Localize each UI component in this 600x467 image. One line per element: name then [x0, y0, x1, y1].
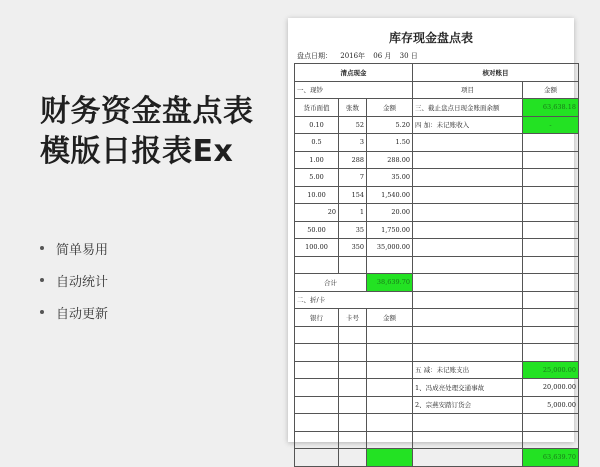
count-date — [297, 51, 574, 61]
amount-cell: 288.00 — [367, 151, 413, 169]
table-cell — [367, 361, 413, 379]
date-month: 06 月 — [373, 52, 392, 60]
table-cell — [295, 256, 339, 274]
col-face: 货币面值 — [295, 99, 339, 117]
feature-item — [40, 296, 108, 328]
table-cell — [367, 414, 413, 432]
date-day: 30 日 — [399, 52, 418, 60]
column-header-row — [295, 99, 579, 117]
section-row — [295, 81, 579, 99]
table-cell: 四 加：未记账收入 — [413, 116, 523, 134]
table-cell — [523, 221, 579, 239]
bottom-row — [295, 449, 579, 467]
table-cell — [523, 431, 579, 449]
table-cell — [413, 449, 523, 467]
unrecorded-income-cell: - — [523, 116, 579, 134]
table-cell — [367, 396, 413, 414]
amount-cell: 1.50 — [367, 134, 413, 152]
table-cell — [367, 256, 413, 274]
subtotal-label: 合计 — [295, 274, 367, 292]
table-cell — [523, 291, 579, 309]
table-cell — [295, 361, 339, 379]
amount-cell: 1,540.00 — [367, 186, 413, 204]
table-cell — [367, 326, 413, 344]
table-row — [295, 186, 579, 204]
hero-title-line1: 财务资金盘点表 — [40, 94, 254, 129]
table-row — [295, 134, 579, 152]
table-cell — [523, 414, 579, 432]
table-cell — [413, 291, 523, 309]
table-cell — [413, 414, 523, 432]
table-cell — [295, 431, 339, 449]
table-cell — [413, 344, 523, 362]
sheet-title: 库存现金盘点表 — [388, 31, 473, 45]
expense-item-label: 2、宗燕安踏订货会 — [413, 396, 523, 414]
table-cell — [339, 379, 367, 397]
table-cell — [295, 414, 339, 432]
feature-label: 简单易用 — [56, 242, 109, 258]
table-row — [295, 379, 579, 397]
table-cell — [295, 344, 339, 362]
right-header: 核对账目 — [413, 64, 579, 82]
table-cell — [367, 344, 413, 362]
table-cell — [367, 431, 413, 449]
table-cell — [339, 344, 367, 362]
bullet-icon — [40, 310, 44, 314]
table-cell: 三、截止盘点日现金账面余额 — [413, 99, 523, 117]
col-amount2: 金额 — [367, 309, 413, 327]
table-cell — [413, 134, 523, 152]
subtotal-value: 38,639.70 — [367, 274, 413, 292]
table-row — [295, 431, 579, 449]
table-cell — [523, 309, 579, 327]
count-cell: 288 — [339, 151, 367, 169]
amount-cell: 1,750.00 — [367, 221, 413, 239]
cash-count-table — [294, 63, 579, 467]
date-label: 盘点日期： — [297, 52, 332, 60]
table-cell — [413, 326, 523, 344]
spreadsheet-preview — [288, 18, 577, 462]
column-header-row — [295, 309, 579, 327]
table-cell — [295, 396, 339, 414]
table-cell — [413, 309, 523, 327]
table-cell — [339, 414, 367, 432]
face-cell: 1.00 — [295, 151, 339, 169]
table-cell — [413, 186, 523, 204]
table-cell — [339, 326, 367, 344]
header-row — [295, 64, 579, 82]
table-cell — [413, 256, 523, 274]
table-cell — [523, 326, 579, 344]
date-year: 2016年 — [340, 52, 366, 60]
count-cell: 35 — [339, 221, 367, 239]
hero-title-line2: 模版日报表Ex — [40, 134, 234, 169]
expense-item-value: 20,000.00 — [523, 379, 579, 397]
book-balance-cell: 63,638.18 — [523, 99, 579, 117]
table-cell — [523, 256, 579, 274]
count-cell: 3 — [339, 134, 367, 152]
amount-cell: 35,000.00 — [367, 239, 413, 257]
table-cell — [523, 239, 579, 257]
table-row — [295, 169, 579, 187]
expense-item-label: 1、冯成亮处理交通事故 — [413, 379, 523, 397]
face-cell: 0.10 — [295, 116, 339, 134]
minus-row — [295, 361, 579, 379]
table-cell — [523, 204, 579, 222]
feature-list — [40, 232, 108, 328]
minus-value: 25,000.00 — [523, 361, 579, 379]
table-cell — [413, 239, 523, 257]
count-cell: 52 — [339, 116, 367, 134]
bottom-green-cell — [367, 449, 413, 467]
face-cell: 10.00 — [295, 186, 339, 204]
count-cell: 154 — [339, 186, 367, 204]
table-cell — [413, 169, 523, 187]
amount-cell: 20.00 — [367, 204, 413, 222]
table-cell — [523, 151, 579, 169]
face-cell: 0.5 — [295, 134, 339, 152]
feature-item — [40, 232, 108, 264]
col-count: 张数 — [339, 99, 367, 117]
bottom-value: 63,639.70 — [523, 449, 579, 467]
table-cell — [413, 431, 523, 449]
table-cell — [523, 169, 579, 187]
table-row — [295, 396, 579, 414]
table-cell — [523, 134, 579, 152]
table-cell — [339, 256, 367, 274]
face-cell: 20 — [295, 204, 339, 222]
face-cell: 100.00 — [295, 239, 339, 257]
table-row — [295, 221, 579, 239]
table-row — [295, 204, 579, 222]
table-cell — [523, 274, 579, 292]
amount-cell: 35.00 — [367, 169, 413, 187]
count-cell: 7 — [339, 169, 367, 187]
table-cell — [413, 151, 523, 169]
table-cell — [523, 344, 579, 362]
table-cell — [367, 379, 413, 397]
col-card: 卡号 — [339, 309, 367, 327]
amount-cell: 5.20 — [367, 116, 413, 134]
expense-item-value: 5,000.00 — [523, 396, 579, 414]
feature-label: 自动更新 — [56, 306, 109, 322]
table-row — [295, 256, 579, 274]
table-row — [295, 239, 579, 257]
left-header: 清点现金 — [295, 64, 413, 82]
section-row — [295, 291, 579, 309]
table-cell — [339, 449, 367, 467]
table-cell — [413, 221, 523, 239]
table-cell — [295, 449, 339, 467]
col-bank: 银行 — [295, 309, 339, 327]
feature-item — [40, 264, 108, 296]
table-cell — [339, 431, 367, 449]
minus-label: 五 减：未记账支出 — [413, 361, 523, 379]
table-cell — [339, 396, 367, 414]
right-col-amount: 金额 — [523, 81, 579, 99]
table-row — [295, 344, 579, 362]
subtotal-row — [295, 274, 579, 292]
table-row — [295, 326, 579, 344]
hero-title — [40, 92, 254, 172]
count-cell: 1 — [339, 204, 367, 222]
face-cell: 5.00 — [295, 169, 339, 187]
section1-label: 一、现钞 — [295, 81, 413, 99]
table-row — [295, 414, 579, 432]
bullet-icon — [40, 278, 44, 282]
count-cell: 350 — [339, 239, 367, 257]
table-row — [295, 116, 579, 134]
feature-label: 自动统计 — [56, 274, 109, 290]
col-amount: 金额 — [367, 99, 413, 117]
table-cell — [413, 204, 523, 222]
table-cell — [523, 186, 579, 204]
bullet-icon — [40, 246, 44, 250]
table-row — [295, 151, 579, 169]
face-cell: 50.00 — [295, 221, 339, 239]
table-cell — [339, 361, 367, 379]
table-cell — [413, 274, 523, 292]
table-cell — [295, 379, 339, 397]
section2-label: 二、折/卡 — [295, 291, 413, 309]
right-col-item: 项目 — [413, 81, 523, 99]
table-cell — [295, 326, 339, 344]
